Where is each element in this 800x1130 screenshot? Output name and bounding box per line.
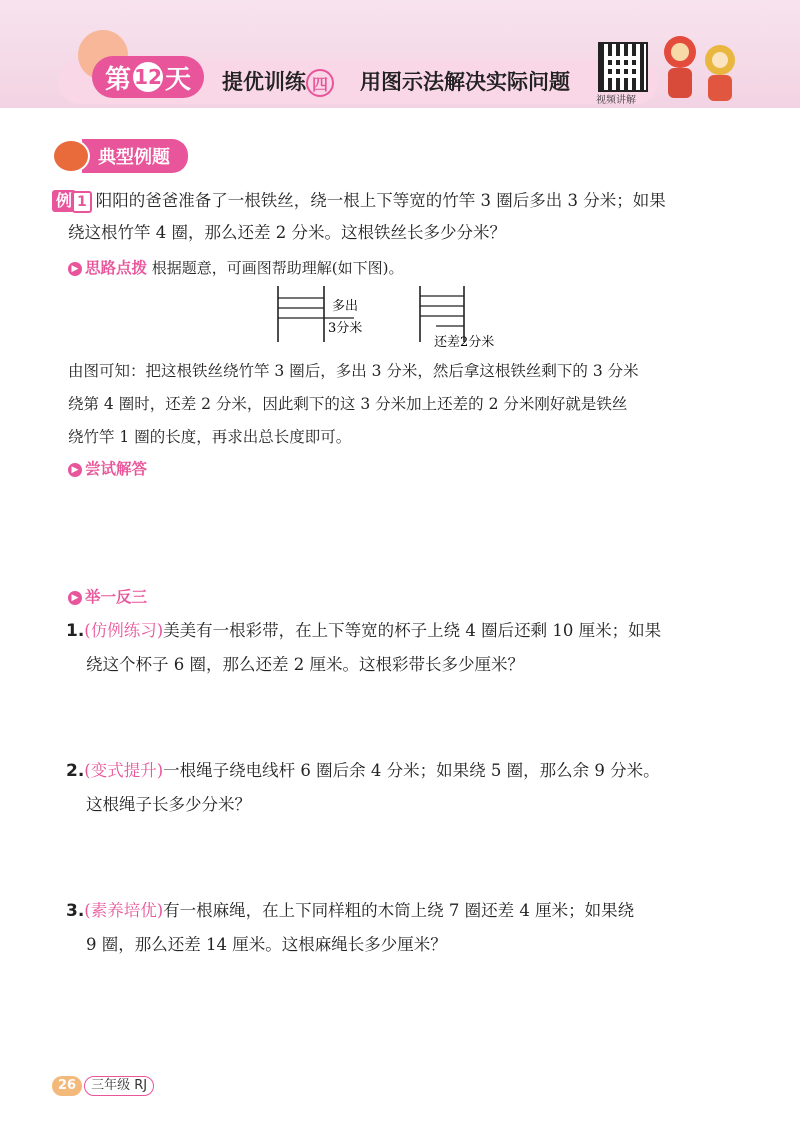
day-badge xyxy=(92,56,204,98)
explanation xyxy=(68,355,768,454)
hint-label: ▶ 思路点拨 xyxy=(68,259,147,277)
question-3 xyxy=(66,894,766,962)
page-number: 26 xyxy=(52,1076,82,1096)
question-1-line-1 xyxy=(66,614,766,648)
example-line-1 xyxy=(52,184,752,218)
question-2 xyxy=(66,754,766,822)
edition-label: RJ xyxy=(134,1078,148,1093)
try-label: ▶ 尝试解答 xyxy=(68,460,147,478)
section-header xyxy=(52,140,188,172)
series-label: 提优训练 xyxy=(222,70,306,94)
explanation-line-3: 绕竹竿 1 圈的长度，再求出总长度即可。 xyxy=(68,428,352,446)
question-2-number: 2. xyxy=(66,761,85,781)
day-suffix: 天 xyxy=(165,64,192,95)
question-1-text-2: 绕这个杯子 6 圈，那么还差 2 厘米。这根彩带长多少厘米？ xyxy=(86,655,524,674)
grade-badge xyxy=(84,1076,154,1096)
example-number: 1 xyxy=(72,191,92,213)
question-1-text-1: 美美有一根彩带，在上下等宽的杯子上绕 4 圈后还剩 10 厘米；如果 xyxy=(163,621,662,640)
mascot-icon xyxy=(52,139,90,173)
fig-label-extra: 多出 xyxy=(332,299,359,314)
question-1 xyxy=(66,614,766,682)
hint-text: 根据题意，可画图帮助理解(如下图)。 xyxy=(151,259,404,277)
section-title: 典型例题 xyxy=(82,139,188,173)
question-2-tag: (变式提升) xyxy=(84,761,164,780)
fig-label-extra-amount: 3分米 xyxy=(328,321,363,336)
page-footer xyxy=(52,1076,154,1096)
topic-title: 用图示法解决实际问题 xyxy=(360,70,570,94)
try-row xyxy=(68,452,147,486)
question-3-number: 3. xyxy=(66,901,85,921)
example-tag: 例 xyxy=(52,190,76,212)
question-2-text-2: 这根绳子长多少分米？ xyxy=(86,795,251,814)
question-2-text-1: 一根绳子绕电线杆 6 圈后余 4 分米；如果绕 5 圈，那么余 9 分米。 xyxy=(163,761,660,780)
qr-label: 视频讲解 xyxy=(596,95,636,106)
question-1-number: 1. xyxy=(66,621,85,641)
pole-2 xyxy=(420,286,464,342)
question-3-line-1 xyxy=(66,894,766,928)
question-1-tag: (仿例练习) xyxy=(84,621,164,640)
series-title xyxy=(222,66,334,97)
question-3-text-2: 9 圈，那么还差 14 厘米。这根麻绳长多少厘米？ xyxy=(86,935,447,954)
question-2-line-1 xyxy=(66,754,766,788)
practice-label: ▶ 举一反三 xyxy=(68,588,147,606)
question-3-text-1: 有一根麻绳，在上下同样粗的木筒上绕 7 圈还差 4 厘米；如果绕 xyxy=(163,901,635,920)
winding-diagram xyxy=(258,280,528,352)
question-3-tag: (素养培优) xyxy=(84,901,164,920)
example-text-1: 阳阳的爸爸准备了一根铁丝，绕一根上下等宽的竹竿 3 圈后多出 3 分米；如果 xyxy=(95,191,666,210)
grade-label: 三年级 xyxy=(91,1078,131,1093)
series-number: 四 xyxy=(306,69,334,97)
day-number: 12 xyxy=(133,62,163,92)
explanation-line-2: 绕第 4 圈时，还差 2 分米，因此剩下的这 3 分米加上还差的 2 分米刚好就是铁丝 xyxy=(68,395,628,413)
qr-code-icon[interactable] xyxy=(598,42,648,92)
fig-label-short: 还差2分米 xyxy=(434,335,495,350)
explanation-line-1: 由图可知：把这根铁丝绕竹竿 3 圈后，多出 3 分米，然后拿这根铁丝剩下的 3 分米 xyxy=(68,362,639,380)
day-prefix: 第 xyxy=(104,64,131,95)
practice-row xyxy=(68,580,147,614)
example-line-2: 绕这根竹竿 4 圈，那么还差 2 分米。这根铁丝长多少分米？ xyxy=(68,223,506,242)
lion-dance-icon xyxy=(656,30,746,104)
